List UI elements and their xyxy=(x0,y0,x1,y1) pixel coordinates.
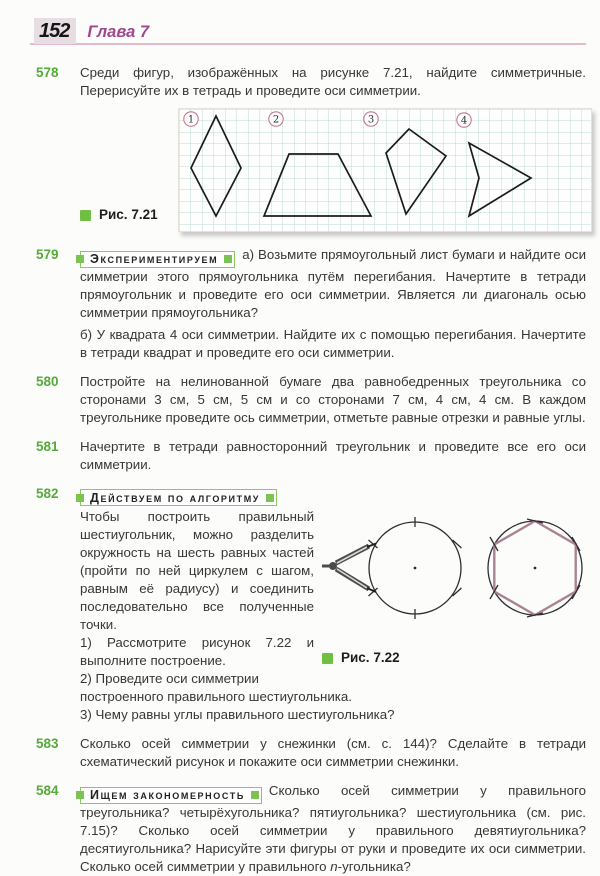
shape-label: 4 xyxy=(460,115,468,127)
task-step-1: 1) Рассмотрите рисунок 7.22 и выполните построение. xyxy=(80,635,314,668)
badge-label: Ищем закономерность xyxy=(90,788,245,802)
badge-square-icon xyxy=(76,494,84,502)
task-583 xyxy=(0,735,600,771)
badge-square-icon xyxy=(76,791,84,799)
figure-7-22-drawing xyxy=(320,496,600,642)
task-number: 584 xyxy=(36,783,59,798)
circle-with-hexagon xyxy=(488,519,582,617)
task-number: 582 xyxy=(36,485,59,501)
shape-label: 2 xyxy=(272,114,280,126)
task-part-a xyxy=(80,246,586,322)
shape-label: 1 xyxy=(187,114,195,126)
method-badge xyxy=(80,489,277,506)
page-header xyxy=(0,18,600,48)
n-variable: n xyxy=(330,858,338,874)
badge-square-icon xyxy=(76,255,84,263)
figure-7-21 xyxy=(0,108,600,232)
center-dot xyxy=(534,567,537,570)
task-text-tail: -угольника? xyxy=(337,858,411,874)
task-step-3: 3) Чему равны углы правильного шестиугольника? xyxy=(80,707,395,722)
circle-with-ticks xyxy=(369,517,462,619)
task-584 xyxy=(0,782,600,876)
task-579 xyxy=(0,246,600,362)
badge-label: Действуем по алгоритму xyxy=(90,490,260,505)
page-number: 152 xyxy=(34,18,76,44)
task-text: а) Возьмите прямоугольный лист бумаги и найдите оси симметрии этого прямоугольника путём перегибания. Начертите в тетради прямоугольник и проведите его оси симметрии. Является ли диагональ осью симметрии прямоугольника? xyxy=(80,247,586,320)
task-part-b: б) У квадрата 4 оси симметрии. Найдите их с помощью перегибания. Начертите в тетради квадрат и проведите его оси симметрии. xyxy=(80,326,586,360)
task-581 xyxy=(0,438,600,474)
compass-icon xyxy=(322,544,376,593)
figure-caption-label: Рис. 7.22 xyxy=(341,650,400,665)
shape-label: 3 xyxy=(367,114,375,126)
badge-square-icon xyxy=(251,791,259,799)
task-number: 578 xyxy=(36,65,59,80)
task-text-main: Сколько осей симметрии у правильного треугольника? четырёхугольника? пятиугольника? шестиугольника (см. рис. 7.15)? Сколько осей симметрии у правильного девятиугольника? десятиугольника? Нарисуйте эти фигуры от руки и проведите их оси симметрии. Сколько осей симметрии у правильного xyxy=(80,783,586,874)
chapter-title: Глава 7 xyxy=(87,23,150,41)
task-582 xyxy=(0,485,600,725)
badge-square-icon xyxy=(224,255,232,263)
figure-caption xyxy=(80,206,158,224)
task-number: 583 xyxy=(36,736,59,751)
task-step-2: 2) Проведите оси симметрии xyxy=(80,671,259,686)
task-text: Среди фигур, изображённых на рисунке 7.21, найдите симметричные. Перерисуйте их в тетрадь и проведите оси симметрии. xyxy=(80,65,586,98)
task-number: 579 xyxy=(36,247,59,262)
task-text xyxy=(80,782,586,876)
task-intro: Чтобы построить правильный шестиугольник, можно разделить окружность на шесть равных частей (пройти по ней циркулем с шагом, равным её радиусу) и соединить последовательно все полученные точки. xyxy=(80,509,314,632)
badge-label: Экспериментируем xyxy=(90,252,219,266)
grid-panel xyxy=(178,108,592,232)
task-number: 581 xyxy=(36,438,59,454)
task-text: Начертите в тетради равносторонний треугольник и проведите все его оси симметрии. xyxy=(80,438,586,472)
center-dot xyxy=(414,567,417,570)
figure-caption xyxy=(322,649,600,667)
figure-7-22 xyxy=(320,496,600,688)
task-step-2-cont: построенного правильного шестиугольника. xyxy=(80,689,352,704)
figure-7-21-drawing xyxy=(179,109,591,231)
task-text: Сколько осей симметрии у снежинки (см. с. 144)? Сделайте в тетради схематический рисунок и покажите оси симметрии снежинки. xyxy=(80,736,586,769)
caption-square-icon xyxy=(322,653,333,664)
method-badge xyxy=(80,787,262,804)
task-number: 580 xyxy=(36,373,59,389)
badge-square-icon xyxy=(266,494,274,502)
task-578 xyxy=(0,64,600,100)
task-text: Постройте на нелинованной бумаге два равнобедренных треугольника со сторонами 3 см, 5 см, 5 см и со сторонами 7 см, 4 см, 4 см. В каждом треугольнике проведите ось симметрии, отметьте равные отрезки и равные углы. xyxy=(80,373,586,425)
caption-square-icon xyxy=(80,210,91,221)
figure-caption-label: Рис. 7.21 xyxy=(99,207,158,222)
task-580 xyxy=(0,373,600,427)
method-badge xyxy=(80,251,235,268)
